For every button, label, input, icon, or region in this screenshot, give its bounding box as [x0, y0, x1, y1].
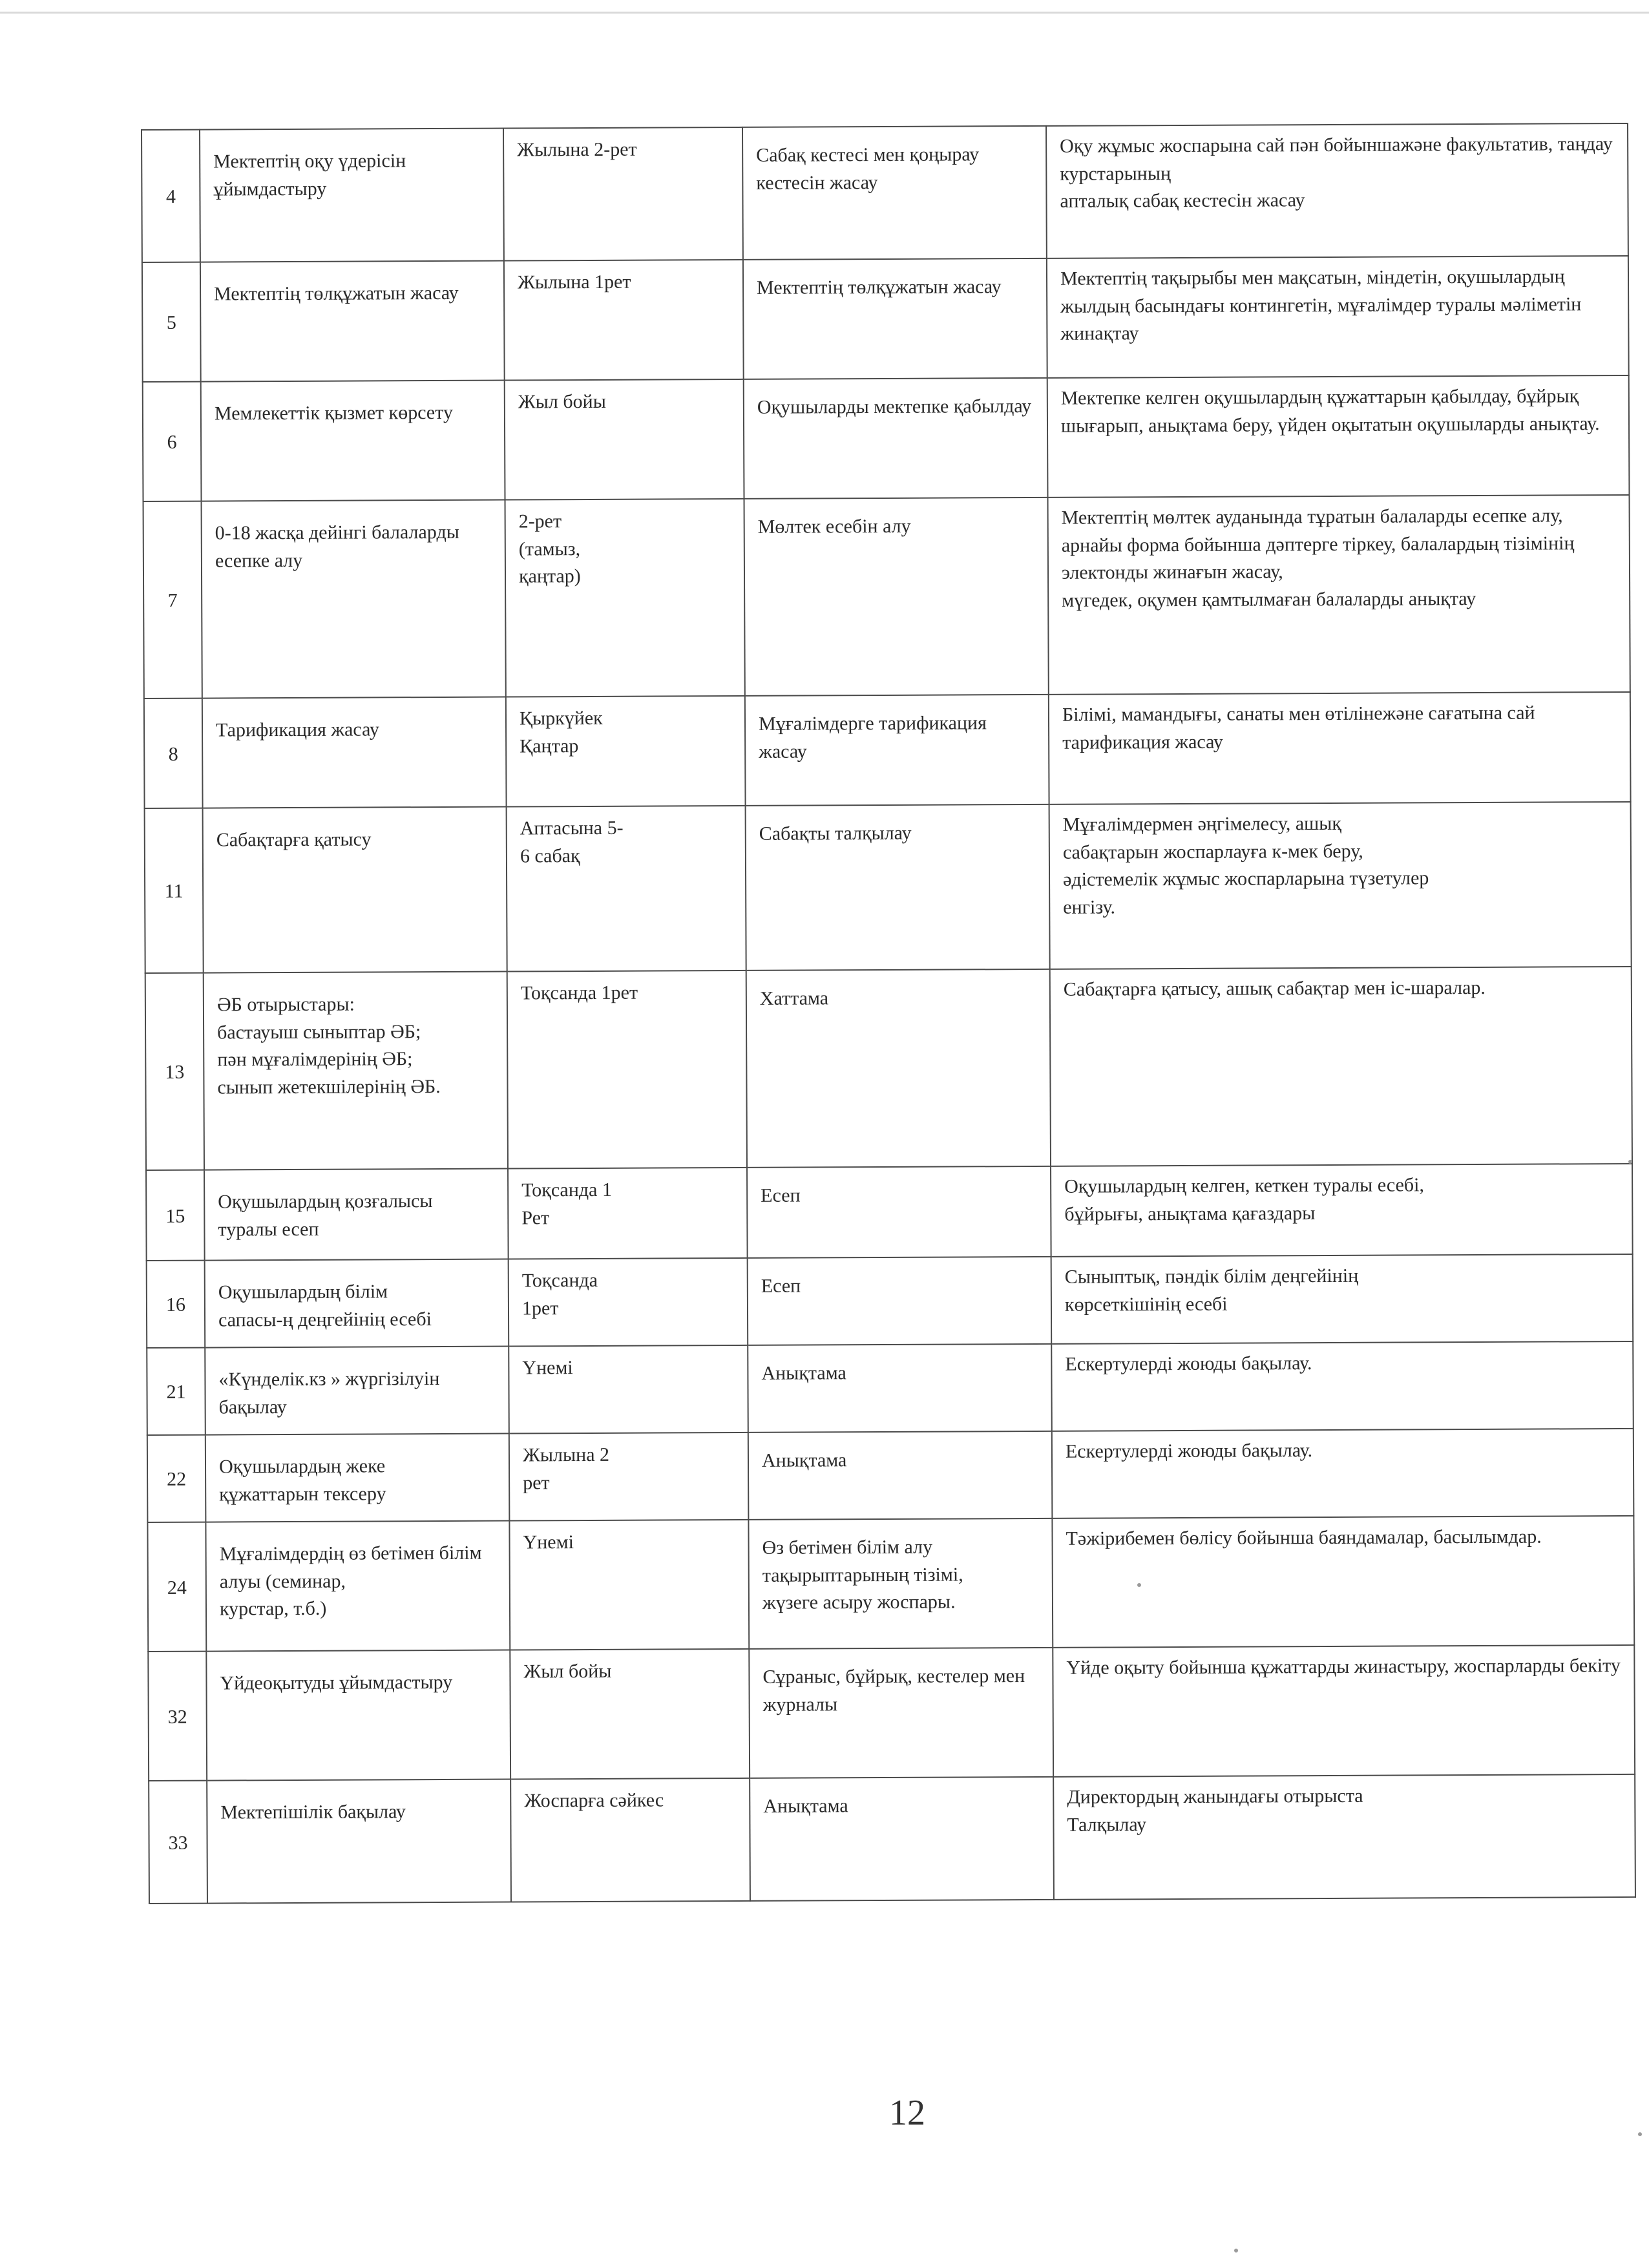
- content-cell: Ескертулерді жоюды бақылау.: [1051, 1341, 1633, 1431]
- document-cell: Есеп: [748, 1257, 1052, 1345]
- row-number: 21: [147, 1348, 205, 1435]
- document-cell: Анықтама: [750, 1777, 1054, 1901]
- document-cell: Өз бетімен білім алу тақырыптарының тізімі, жүзеге асыру жоспары.: [748, 1518, 1053, 1649]
- document-cell: Есеп: [747, 1166, 1051, 1258]
- row-number: 33: [149, 1781, 207, 1904]
- content-cell: Үйде оқыту бойынша құжаттарды жинастыру, жоспарларды бекіту: [1053, 1645, 1635, 1777]
- table-row: [149, 1774, 1635, 1904]
- content-cell: Мектепке келген оқушылардың құжаттарын қабылдау, бұйрық шығарып, анықтама беру, үйден оқытатын оқушыларды анықтау.: [1047, 375, 1630, 498]
- table-row: [146, 1164, 1633, 1261]
- row-number: 22: [147, 1435, 206, 1522]
- row-number: 11: [145, 808, 204, 973]
- period-cell: Үнемі: [509, 1345, 748, 1434]
- content-cell: Оқу жұмыс жоспарына сай пән бойыншажәне факультатив, таңдау курстарының апталық сабақ кестесін жасау: [1046, 123, 1628, 258]
- scan-speck: [1137, 1583, 1141, 1587]
- work-type-cell: Сабақтарға қатысу: [203, 807, 507, 973]
- table-row: [147, 1254, 1633, 1348]
- scan-speck: [1628, 1160, 1632, 1164]
- row-number: 5: [142, 262, 201, 382]
- table-row: [143, 495, 1630, 698]
- work-type-cell: Үйдеоқытуды ұйымдастыру: [206, 1650, 510, 1781]
- document-cell: Анықтама: [748, 1344, 1052, 1433]
- work-type-cell: Оқушылардың білім сапасы-ң деңгейінің есебі: [205, 1259, 509, 1348]
- content-cell: Директордың жанындағы отырыста Талқылау: [1053, 1774, 1635, 1900]
- document-cell: Мөлтек есебін алу: [744, 498, 1049, 696]
- row-number: 4: [142, 130, 200, 262]
- row-number: 6: [143, 382, 202, 501]
- scan-speck: [1234, 2249, 1238, 2252]
- content-cell: Оқушылардың келген, кеткен туралы есебі, бұйрығы, анықтама қағаздары: [1051, 1164, 1633, 1257]
- row-number: 15: [146, 1170, 205, 1261]
- document-cell: Мектептің төлқұжатын жасау: [743, 258, 1047, 379]
- period-cell: Жылына 1рет: [504, 260, 744, 381]
- row-number: 8: [144, 698, 203, 808]
- document-cell: Хаттама: [746, 969, 1051, 1168]
- work-type-cell: ӘБ отырыстары: бастауыш сыныптар ӘБ; пән мұғалімдерінің ӘБ; сынып жетекшілерінің ӘБ.: [204, 972, 508, 1170]
- content-cell: Тәжірибемен бөлісу бойынша баяндамалар, басылымдар.: [1052, 1516, 1634, 1648]
- row-number: 7: [143, 501, 202, 698]
- row-number: 24: [147, 1522, 206, 1652]
- period-cell: 2-рет (тамыз, қаңтар): [505, 499, 745, 697]
- work-type-cell: Оқушылардың қозғалысы туралы есеп: [204, 1169, 509, 1261]
- row-number: 13: [145, 973, 204, 1170]
- content-cell: Білімі, мамандығы, санаты мен өтілінежәне сағатына сай тарификация жасау: [1049, 692, 1631, 804]
- work-type-cell: Мектептің төлқұжатын жасау: [200, 261, 505, 382]
- table-row: [142, 256, 1629, 382]
- scan-speck: [1638, 2132, 1642, 2136]
- work-type-cell: «Күнделік.кз » жүргізілуін бақылау: [205, 1347, 509, 1435]
- work-plan-table: [141, 123, 1636, 1904]
- period-cell: Үнемі: [509, 1520, 749, 1650]
- content-cell: Сабақтарға қатысу, ашық сабақтар мен іс-шаралар.: [1050, 967, 1632, 1166]
- content-cell: Ескертулерді жоюды бақылау.: [1052, 1429, 1634, 1518]
- work-type-cell: Тарификация жасау: [202, 697, 507, 808]
- document-cell: Сабақты талқылау: [746, 804, 1050, 971]
- period-cell: Тоқсанда 1рет: [509, 1258, 748, 1347]
- period-cell: Қыркүйек Қаңтар: [506, 696, 746, 807]
- table-row: [147, 1341, 1633, 1435]
- table-row: [142, 123, 1628, 262]
- period-cell: Жыл бойы: [505, 379, 744, 500]
- period-cell: Жылына 2 рет: [509, 1433, 749, 1521]
- work-type-cell: 0-18 жасқа дейінгі балаларды есепке алу: [202, 500, 506, 698]
- period-cell: Жыл бойы: [510, 1649, 750, 1780]
- work-type-cell: Мектептің оқу үдерісін ұйымдастыру: [200, 129, 504, 262]
- content-cell: Мұғалімдермен әңгімелесу, ашық сабақтарын жоспарлауға к-мек беру, әдістемелік жұмыс жоспарларына түзетулер енгізу.: [1049, 802, 1632, 969]
- table-row: [145, 802, 1632, 973]
- content-cell: Мектептің мөлтек ауданында тұратын балаларды есепке алу, арнайы форма бойынша дәптерге тіркеу, балалардың тізімінің электонды жинағын жасау, мүгедек, оқумен қамтылмаған балаларды анықтау: [1047, 495, 1630, 695]
- table-row: [145, 967, 1632, 1170]
- period-cell: Жылына 2-рет: [503, 127, 743, 261]
- document-cell: Сабақ кестесі мен қоңырау кестесін жасау: [742, 126, 1047, 260]
- scan-top-edge: [0, 12, 1649, 14]
- document-cell: Анықтама: [748, 1431, 1053, 1520]
- period-cell: Жоспарға сәйкес: [510, 1778, 750, 1902]
- period-cell: Аптасына 5- 6 сабақ: [507, 806, 746, 972]
- table-row: [148, 1645, 1635, 1781]
- period-cell: Тоқсанда 1 Рет: [508, 1168, 748, 1259]
- work-type-cell: Мемлекеттік қызмет көрсету: [201, 381, 505, 501]
- table-row: [147, 1516, 1634, 1652]
- document-cell: Сұраныс, бұйрық, кестелер мен журналы: [749, 1648, 1053, 1778]
- row-number: 32: [148, 1652, 207, 1781]
- work-type-cell: Оқушылардың жеке құжаттарын тексеру: [205, 1434, 510, 1522]
- period-cell: Тоқсанда 1рет: [507, 971, 747, 1169]
- table-row: [143, 375, 1630, 501]
- work-type-cell: Мұғалімдердің өз бетімен білім алуы (семинар, курстар, т.б.): [205, 1521, 510, 1652]
- content-cell: Сыныптық, пәндік білім деңгейінің көрсеткішінің есебі: [1051, 1254, 1633, 1344]
- work-type-cell: Мектепішілік бақылау: [207, 1780, 511, 1904]
- table-row: [144, 692, 1631, 808]
- table-row: [147, 1429, 1634, 1522]
- content-cell: Мектептің тақырыбы мен мақсатын, міндетін, оқушылардың жылдың басындағы контингетін, мұғалімдер туралы мәліметін жинақтау: [1047, 256, 1629, 378]
- row-number: 16: [147, 1261, 205, 1348]
- document-cell: Оқушыларды мектепке қабылдау: [744, 378, 1048, 499]
- document-cell: Мұғалімдерге тарификация жасау: [745, 695, 1049, 806]
- page-number: 12: [889, 2093, 925, 2133]
